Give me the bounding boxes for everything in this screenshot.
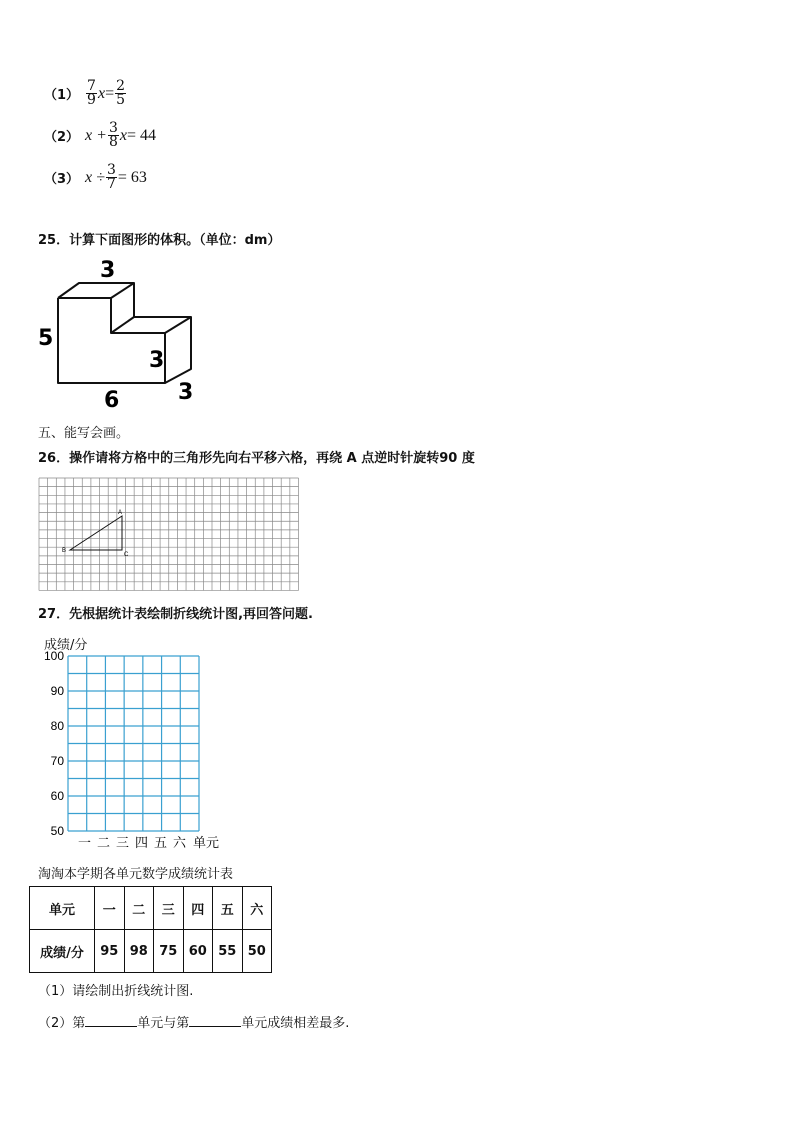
operator: = bbox=[105, 84, 115, 102]
fraction: $\frac{3}{8}$ bbox=[108, 120, 118, 150]
triangle-grid bbox=[38, 477, 300, 591]
line-chart bbox=[30, 650, 230, 855]
x-tick-label: 一 bbox=[78, 836, 92, 851]
fraction: $\frac{2}{5}$ bbox=[116, 78, 126, 108]
section-heading: 五、能写会画。 bbox=[38, 426, 130, 441]
table-header-cell: 四 bbox=[183, 887, 213, 930]
answer-blank-2[interactable] bbox=[189, 1014, 241, 1027]
table-header-cell: 五 bbox=[213, 887, 243, 930]
x-tick-label: 四 bbox=[135, 836, 149, 851]
operator: = 63 bbox=[117, 168, 147, 186]
point-b-label: B bbox=[62, 548, 67, 554]
table-cell: 50 bbox=[242, 930, 272, 973]
table-header-cell: 二 bbox=[124, 887, 154, 930]
y-tick-label: 50 bbox=[50, 824, 64, 838]
table-header-cell: 单元 bbox=[30, 887, 95, 930]
expression: x ÷ bbox=[85, 168, 105, 186]
dim-depth: 3 bbox=[178, 380, 194, 405]
y-tick-label: 90 bbox=[50, 684, 64, 698]
equation-2 bbox=[44, 122, 156, 149]
equation-label: （3） bbox=[44, 172, 80, 187]
point-a-label: A bbox=[118, 510, 123, 516]
answer-blank-1[interactable] bbox=[85, 1014, 137, 1027]
table-row bbox=[30, 887, 272, 930]
table-cell: 95 bbox=[95, 930, 125, 973]
question-26: 26．操作请将方格中的三角形先向右平移六格，再绕 A 点逆时针旋转90 度 bbox=[38, 451, 475, 466]
sub2-text-b: 单元与第 bbox=[137, 1016, 190, 1031]
x-tick-label: 二 bbox=[97, 836, 111, 851]
equation-label: （2） bbox=[44, 130, 80, 145]
sub2-text-a: （2）第 bbox=[38, 1016, 86, 1031]
table-cell: 60 bbox=[183, 930, 213, 973]
sub-question-2 bbox=[38, 1012, 349, 1031]
table-cell: 75 bbox=[154, 930, 184, 973]
x-tick-label: 六 bbox=[173, 836, 187, 851]
variable: x bbox=[97, 84, 106, 102]
question-27: 27．先根据统计表绘制折线统计图,再回答问题. bbox=[38, 607, 313, 622]
solid-figure bbox=[34, 255, 204, 410]
table-header-cell: 三 bbox=[154, 887, 184, 930]
expression: x + bbox=[85, 126, 107, 144]
equation-1 bbox=[44, 80, 127, 107]
table-header-cell: 一 bbox=[95, 887, 125, 930]
x-tick-label: 五 bbox=[154, 836, 168, 851]
score-table bbox=[29, 886, 272, 973]
dim-mid: 3 bbox=[149, 348, 165, 373]
point-c-label: C bbox=[124, 552, 129, 558]
x-tick-label: 三 bbox=[116, 836, 130, 851]
sub-question-1: （1）请绘制出折线统计图. bbox=[38, 984, 194, 999]
y-tick-label: 80 bbox=[50, 719, 64, 733]
sub2-text-c: 单元成绩相差最多. bbox=[241, 1016, 350, 1031]
table-title: 淘淘本学期各单元数学成绩统计表 bbox=[38, 867, 234, 882]
table-cell: 98 bbox=[124, 930, 154, 973]
table-cell: 55 bbox=[213, 930, 243, 973]
table-row bbox=[30, 930, 272, 973]
y-tick-label: 100 bbox=[43, 650, 64, 663]
chart-ylabel: 成绩/分 bbox=[44, 638, 88, 653]
variable: x bbox=[119, 126, 127, 144]
equation-3 bbox=[44, 164, 147, 191]
dim-top: 3 bbox=[100, 258, 116, 283]
dim-bottom: 6 bbox=[104, 388, 120, 410]
fraction: $\frac{7}{9}$ bbox=[87, 78, 96, 108]
fraction: $\frac{3}{7}$ bbox=[106, 162, 116, 192]
chart-xlabel: 单元 bbox=[193, 836, 220, 851]
table-header-cell: 六 bbox=[242, 887, 272, 930]
y-tick-label: 60 bbox=[50, 789, 64, 803]
y-tick-label: 70 bbox=[50, 754, 64, 768]
question-25: 25．计算下面图形的体积。（单位：dm） bbox=[38, 233, 281, 248]
operator: = 44 bbox=[126, 126, 157, 144]
table-cell: 成绩/分 bbox=[30, 930, 95, 973]
dim-left: 5 bbox=[38, 326, 54, 351]
equation-label: （1） bbox=[44, 88, 80, 103]
